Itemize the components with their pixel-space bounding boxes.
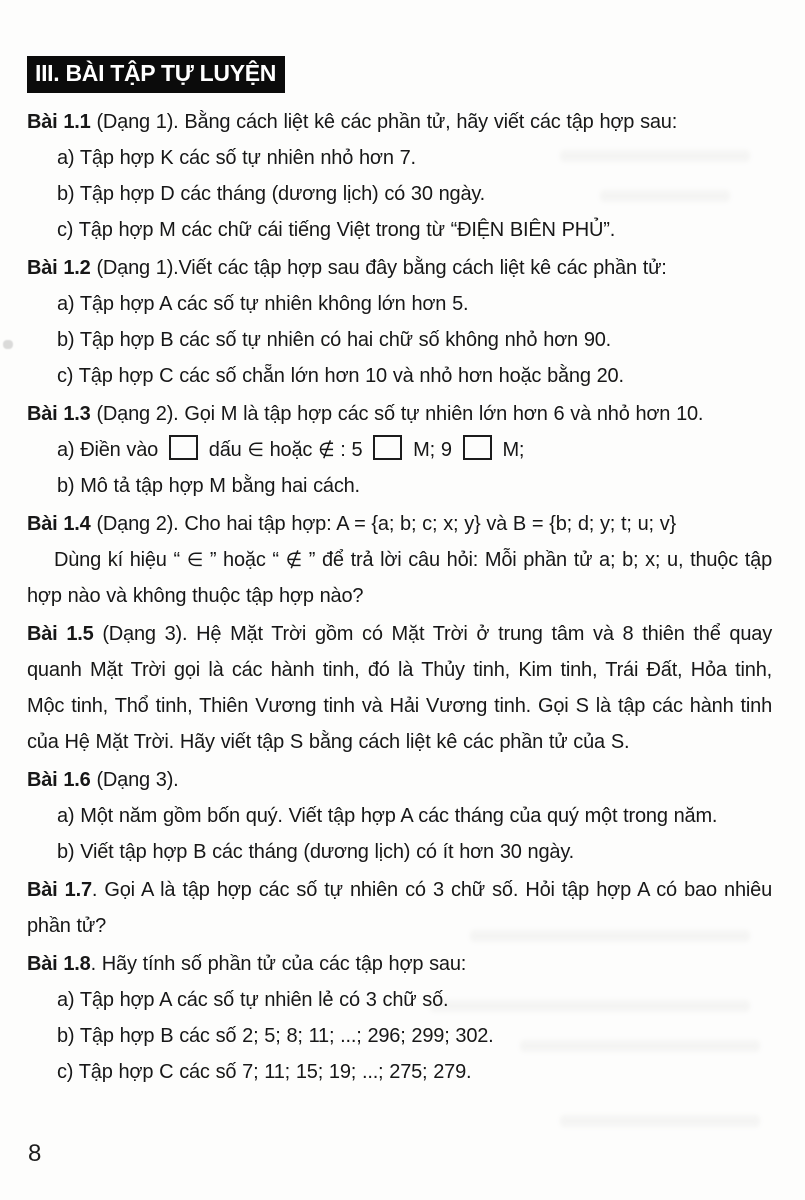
section-header [27,56,285,93]
exercise-6-label: Bài 1.6 [27,769,91,791]
exercise-3-head [27,396,772,432]
exercise-4 [27,506,772,614]
exercise-3-label: Bài 1.3 [27,403,91,425]
fill-in-box [463,435,492,460]
exercise-6-head [27,762,772,798]
exercise-8-statement: . Hãy tính số phần tử của các tập hợp sau: [90,953,467,975]
exercise-1-statement: (Dạng 1). Bằng cách liệt kê các phần tử, hãy viết các tập hợp sau: [90,111,678,133]
exercise-6-statement: (Dạng 3). [90,769,179,791]
exercise-3-item-a: a) Điền vào dấu ∈ hoặc ∉ : 5 M; 9 M; [27,432,772,468]
exercise-2-label: Bài 1.2 [27,257,91,279]
fill-in-box [373,435,402,460]
exercise-1 [27,104,772,248]
exercise-8 [27,946,772,1090]
exercise-8-label: Bài 1.8 [27,953,91,975]
page-number: 8 [28,1140,42,1167]
not-element-of-symbol: ∉ [318,439,335,461]
exercise-5-head [27,616,772,760]
exercise-4-statement: (Dạng 2). Cho hai tập hợp: A = {a; b; c; x; y} và B = {b; d; y; t; u; v} [90,513,677,535]
exercise-1-label: Bài 1.1 [27,111,91,133]
exercise-4-paragraph-1: Dùng kí hiệu “ ∈ ” hoặc “ ∉ ” để trả lời câu hỏi: Mỗi phần tử a; b; x; u, thuộc tập hợp nào và không thuộc tập hợp nào? [27,549,772,607]
exercise-2-statement: (Dạng 1).Viết các tập hợp sau đây bằng cách liệt kê các phần tử: [90,257,667,279]
section-header-text: III. BÀI TẬP TỰ LUYỆN [35,60,277,86]
scan-smudge [3,340,13,349]
exercise-list [27,104,772,1090]
page-content [27,56,772,1090]
exercise-7 [27,872,772,944]
exercise-4-head [27,506,772,542]
exercise-1-item-c: c) Tập hợp M các chữ cái tiếng Việt trong từ “ĐIỆN BIÊN PHỦ”. [57,219,616,241]
scan-bleed-artifact [560,1115,760,1127]
fill-in-box [169,435,198,460]
exercise-5-statement: (Dạng 3). Hệ Mặt Trời gồm có Mặt Trời ở trung tâm và 8 thiên thể quay quanh Mặt Trời gọi là các hành tinh, đó là Thủy tinh, Kim tinh, Trái Đất, Hỏa tinh, Mộc tinh, Thổ tinh, Thiên Vương tinh và Hải Vương tinh. Gọi S là tập các hành tinh của Hệ Mặt Trời. Hãy viết tập S bằng cách liệt kê các phần tử của S. [27,623,772,753]
exercise-3 [27,396,772,504]
exercise-8-item-a: a) Tập hợp A các số tự nhiên lẻ có 3 chữ số. [57,989,449,1011]
exercise-6-item-b: b) Viết tập hợp B các tháng (dương lịch) có ít hơn 30 ngày. [57,841,574,863]
exercise-2-head [27,250,772,286]
exercise-8-head [27,946,772,982]
exercise-2 [27,250,772,394]
exercise-7-statement: . Gọi A là tập hợp các số tự nhiên có 3 chữ số. Hỏi tập hợp A có bao nhiêu phần tử? [27,879,772,937]
element-of-symbol: ∈ [186,549,204,571]
exercise-1-item-b: b) Tập hợp D các tháng (dương lịch) có 30 ngày. [57,183,486,205]
exercise-3-item-b: b) Mô tả tập hợp M bằng hai cách. [57,475,360,497]
exercise-8-item-c: c) Tập hợp C các số 7; 11; 15; 19; ...; 275; 279. [57,1061,472,1083]
exercise-1-item-a: a) Tập hợp K các số tự nhiên nhỏ hơn 7. [57,147,416,169]
element-of-symbol: ∈ [247,439,264,461]
exercise-1-head [27,104,772,140]
exercise-7-label: Bài 1.7 [27,879,92,901]
not-element-of-symbol: ∉ [285,549,302,571]
exercise-7-head [27,872,772,944]
exercise-5-label: Bài 1.5 [27,623,94,645]
exercise-2-item-c: c) Tập hợp C các số chẵn lớn hơn 10 và nhỏ hơn hoặc bằng 20. [57,365,624,387]
exercise-3-statement: (Dạng 2). Gọi M là tập hợp các số tự nhiên lớn hơn 6 và nhỏ hơn 10. [90,403,704,425]
exercise-2-item-b: b) Tập hợp B các số tự nhiên có hai chữ số không nhỏ hơn 90. [57,329,612,351]
exercise-6-item-a: a) Một năm gồm bốn quý. Viết tập hợp A các tháng của quý một trong năm. [57,805,718,827]
exercise-6 [27,762,772,870]
exercise-4-label: Bài 1.4 [27,513,91,535]
exercise-2-item-a: a) Tập hợp A các số tự nhiên không lớn hơn 5. [57,293,469,315]
exercise-8-item-b: b) Tập hợp B các số 2; 5; 8; 11; ...; 296; 299; 302. [57,1025,494,1047]
exercise-5 [27,616,772,760]
